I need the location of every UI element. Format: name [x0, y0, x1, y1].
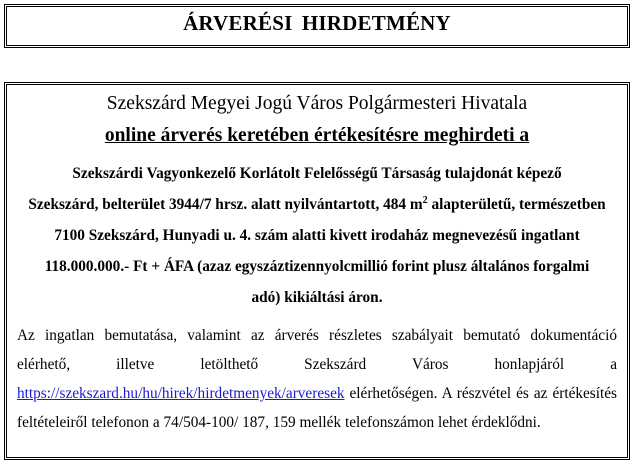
details-line-1: Szekszárdi Vagyonkezelő Korlátolt Felelősségű Társaság tulajdonát képező	[72, 165, 562, 182]
body-line-2: elérhető, illetve letölthető Szekszárd Város honlapjáról a	[17, 356, 617, 373]
details-line-2b: alapterületű, természetben	[427, 196, 606, 213]
page-title: ÁRVERÉSI HIRDETMÉNY	[183, 11, 451, 35]
details-line-4: 118.000.000.- Ft + ÁFA (azaz egyszáztizennyolcmillió forint plusz általános forgalmi	[44, 258, 590, 275]
property-details	[13, 158, 621, 313]
details-line-5: adó) kikiáltási áron.	[251, 289, 383, 306]
notice-intro: online árverés keretében értékesítésre meghirdeti a	[104, 125, 530, 146]
details-line-2	[13, 189, 621, 220]
body-paragraph-rest	[17, 379, 617, 437]
body-after-link: elérhetőségen. A részvétel és az értékesítés feltételeiről telefonon a 74/504-100/ 187, 159 mellék telefonszámon lehet érdeklődni.	[17, 385, 617, 431]
notice-body	[17, 321, 617, 437]
organization-name: Szekszárd Megyei Jogú Város Polgármesteri Hivatala	[106, 93, 528, 114]
body-line-1: Az ingatlan bemutatása, valamint az árverés részletes szabályait bemutató dokumentáció	[17, 327, 617, 344]
notice-box	[4, 82, 630, 460]
square-superscript: 2	[422, 194, 428, 206]
details-line-2a: Szekszárd, belterület 3944/7 hrsz. alatt nyilvántartott, 484 m	[28, 196, 423, 213]
auction-link[interactable]: https://szekszard.hu/hu/hirek/hirdetmenyek/arveresek	[17, 385, 345, 402]
title-box	[4, 4, 630, 48]
details-line-3: 7100 Szekszárd, Hunyadi u. 4. szám alatti kivett irodaház megnevezésű ingatlant	[54, 227, 580, 244]
